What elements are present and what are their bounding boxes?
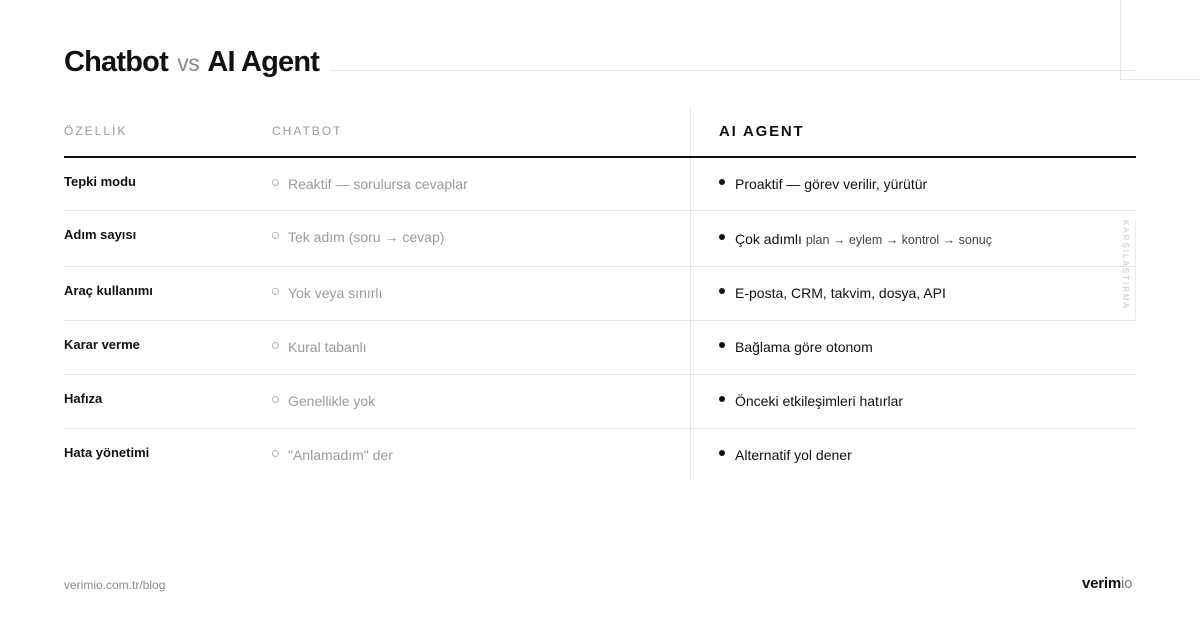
corner-decoration-vertical bbox=[1120, 0, 1121, 80]
brand-part1: verim bbox=[1082, 575, 1122, 592]
header-chatbot: CHATBOT bbox=[272, 124, 343, 138]
ring-bullet-icon bbox=[272, 396, 279, 403]
chatbot-cell bbox=[272, 447, 393, 463]
dot-bullet-icon bbox=[719, 396, 725, 402]
page-title bbox=[64, 44, 319, 81]
dot-bullet-icon bbox=[719, 342, 725, 348]
agent-text: Alternatif yol dener bbox=[735, 447, 852, 463]
table-header bbox=[64, 108, 1136, 158]
chatbot-text: Yok veya sınırlı bbox=[288, 285, 383, 301]
chatbot-text: Genellikle yok bbox=[288, 393, 376, 409]
title-divider bbox=[330, 70, 1136, 71]
ring-bullet-icon bbox=[272, 342, 279, 349]
agent-cell bbox=[719, 447, 852, 463]
footer-url: verimio.com.tr/blog bbox=[64, 578, 166, 592]
table-row bbox=[64, 429, 1136, 484]
title-chatbot: Chatbot bbox=[64, 46, 168, 78]
agent-text: Önceki etkileşimleri hatırlar bbox=[735, 393, 904, 409]
dot-bullet-icon bbox=[719, 450, 725, 456]
brand-part2: io bbox=[1121, 575, 1133, 592]
chatbot-cell bbox=[272, 285, 382, 301]
ring-bullet-icon bbox=[272, 179, 279, 186]
brand-logo bbox=[1082, 575, 1132, 592]
dot-bullet-icon bbox=[719, 179, 725, 185]
table-row bbox=[64, 158, 1136, 211]
feature-cell: Adım sayısı bbox=[64, 227, 137, 242]
chatbot-cell bbox=[272, 339, 367, 355]
header-ai-agent: AI AGENT bbox=[719, 123, 805, 140]
agent-cell bbox=[719, 339, 873, 355]
agent-cell bbox=[719, 176, 927, 192]
table-row bbox=[64, 321, 1136, 375]
agent-cell bbox=[719, 393, 903, 409]
feature-cell: Karar verme bbox=[64, 337, 140, 352]
ring-bullet-icon bbox=[272, 450, 279, 457]
title-vs: vs bbox=[177, 50, 200, 76]
agent-cell bbox=[719, 285, 946, 301]
comparison-table bbox=[64, 108, 1136, 484]
agent-cell bbox=[719, 231, 992, 247]
side-label: KARŞILAŞTIRMA bbox=[1121, 220, 1130, 311]
agent-text: Proaktif — görev verilir, yürütür bbox=[735, 176, 928, 192]
ring-bullet-icon bbox=[272, 288, 279, 295]
corner-decoration-horizontal bbox=[1120, 79, 1200, 80]
dot-bullet-icon bbox=[719, 234, 725, 240]
chatbot-cell bbox=[272, 393, 375, 409]
table-row bbox=[64, 211, 1136, 267]
chatbot-text: Reaktif — sorulursa cevaplar bbox=[288, 176, 468, 192]
feature-cell: Hafıza bbox=[64, 391, 103, 406]
feature-cell: Hata yönetimi bbox=[64, 445, 150, 460]
chatbot-cell bbox=[272, 176, 468, 192]
feature-cell: Tepki modu bbox=[64, 174, 136, 189]
agent-text: Çok adımlı bbox=[735, 231, 802, 247]
chatbot-text: "Anlamadım" der bbox=[288, 447, 393, 463]
feature-cell: Araç kullanımı bbox=[64, 283, 153, 298]
dot-bullet-icon bbox=[719, 288, 725, 294]
header-feature: ÖZELLİK bbox=[64, 124, 128, 138]
chatbot-text: Kural tabanlı bbox=[288, 339, 367, 355]
chatbot-text: Tek adım (soru → cevap) bbox=[288, 229, 445, 245]
title-ai-agent: AI Agent bbox=[207, 46, 320, 78]
agent-text: Bağlama göre otonom bbox=[735, 339, 873, 355]
side-rule bbox=[1135, 220, 1136, 320]
agent-text: E-posta, CRM, takvim, dosya, API bbox=[735, 285, 946, 301]
table-row bbox=[64, 267, 1136, 321]
ring-bullet-icon bbox=[272, 232, 279, 239]
chatbot-cell bbox=[272, 229, 444, 245]
agent-detail: plan → eylem → kontrol → sonuç bbox=[805, 233, 993, 247]
table-row bbox=[64, 375, 1136, 429]
